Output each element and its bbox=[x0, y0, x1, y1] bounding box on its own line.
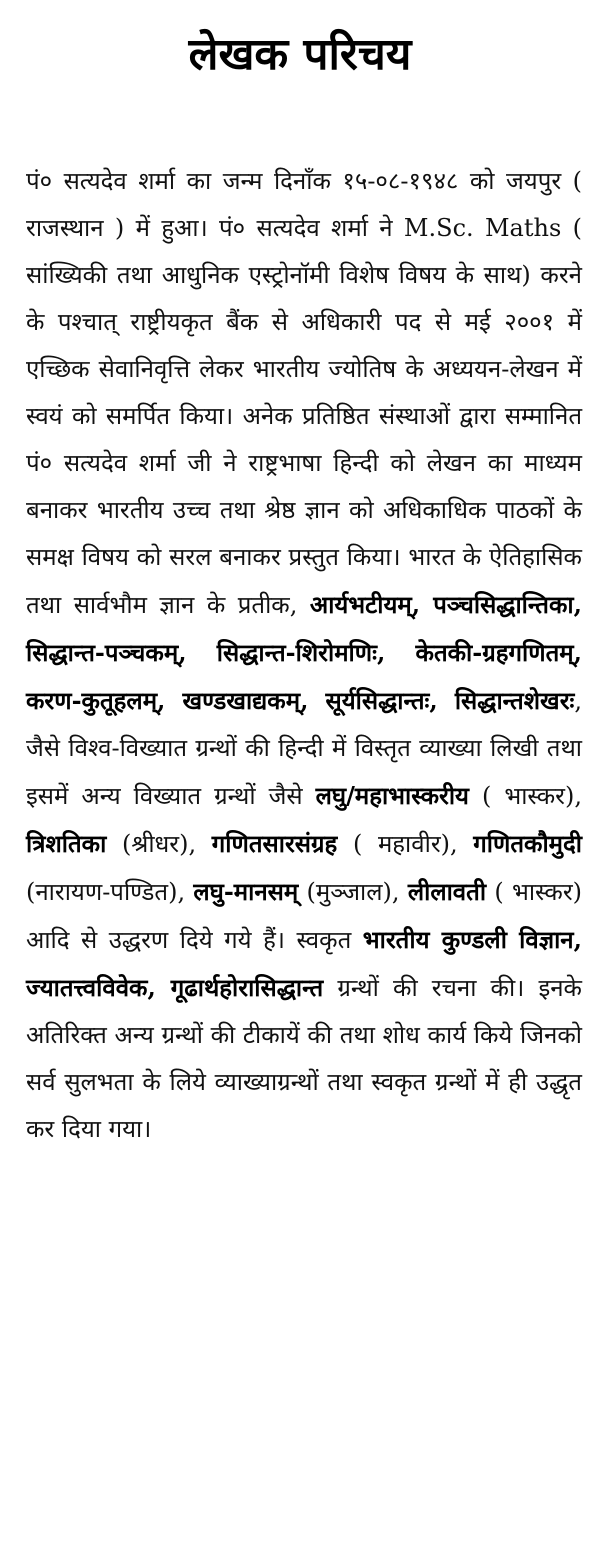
book-title-text: लीलावती bbox=[407, 877, 487, 906]
book-title-text: आर्यभटीयम्, पञ्चसिद्धान्तिका, सिद्धान्त-पञ्चकम्, सिद्धान्त-शिरोमणिः, केतकी-ग्रहगणितम्, करण-कुतूहलम्, खण्डखाद्यकम्, सूर्यसिद्धान्तः, सिद्धान्तशेखरः bbox=[26, 590, 582, 715]
book-title-text: त्रिशतिका bbox=[26, 829, 107, 858]
body-text-run: ( महावीर), bbox=[337, 830, 474, 858]
body-text-run: ( भास्कर), bbox=[468, 782, 582, 810]
body-text-run: (नारायण-पण्डित), bbox=[26, 878, 194, 906]
book-title-text: भारतीय कुण्डली विज्ञान, ज्यातत्त्वविवेक, गूढार्थहोरासिद्धान्त bbox=[26, 925, 582, 1002]
book-title-text: गणितकौमुदी bbox=[473, 829, 582, 858]
book-title-text: गणितसारसंग्रह bbox=[211, 829, 338, 858]
body-text-run: ( भास्कर) आदि से उद्धरण दिये गये हैं। स्वकृत bbox=[26, 878, 583, 954]
author-bio-paragraph bbox=[26, 158, 582, 1153]
body-text-run: , जैसे विश्व-विख्यात ग्रन्थों की हिन्दी में विस्तृत व्याख्या लिखी तथा इसमें अन्य विख्यात ग्रन्थों जैसे bbox=[26, 687, 582, 810]
body-text-run: (श्रीधर), bbox=[106, 830, 212, 858]
book-title-text: लघु/महाभास्करीय bbox=[315, 781, 469, 810]
page-title: लेखक परिचय bbox=[188, 29, 412, 80]
body-text-run: पं० सत्यदेव शर्मा का जन्म दिनाँक १५-०८-१९४८ को जयपुर ( राजस्थान ) में हुआ। पं० सत्यदेव शर्मा ने M.Sc. Maths ( सांख्यिकी तथा आधुनिक एस्ट्रोनॉमी विशेष विषय के साथ) करने के पश्चात् राष्ट्रीयकृत बैंक से अधिकारी पद से मई २००१ में एच्छिक सेवानिवृत्ति लेकर भारतीय ज्योतिष के अध्ययन-लेखन में स्वयं को समर्पित किया। अनेक प्रतिष्ठित संस्थाओं द्वारा सम्मानित पं० सत्यदेव शर्मा जी ने राष्ट्रभाषा हिन्दी को लेखन का माध्यम बनाकर भारतीय उच्च तथा श्रेष्ठ ज्ञान को अधिकाधिक पाठकों के समक्ष विषय को सरल बनाकर प्रस्तुत किया। भारत के ऐतिहासिक तथा सार्वभौम ज्ञान के प्रतीक, bbox=[26, 167, 582, 619]
book-title-text: लघु-मानसम् bbox=[193, 877, 299, 906]
body-text-run: (मुञ्जाल), bbox=[298, 878, 408, 906]
body-text-run: ग्रन्थों की रचना की। इनके अतिरिक्त अन्य ग्रन्थों की टीकायें की तथा शोध कार्य किये जिनको सर्व सुलभता के लिये व्याख्याग्रन्थों तथा स्वकृत ग्रन्थों में ही उद्धृत कर दिया गया। bbox=[26, 974, 582, 1143]
